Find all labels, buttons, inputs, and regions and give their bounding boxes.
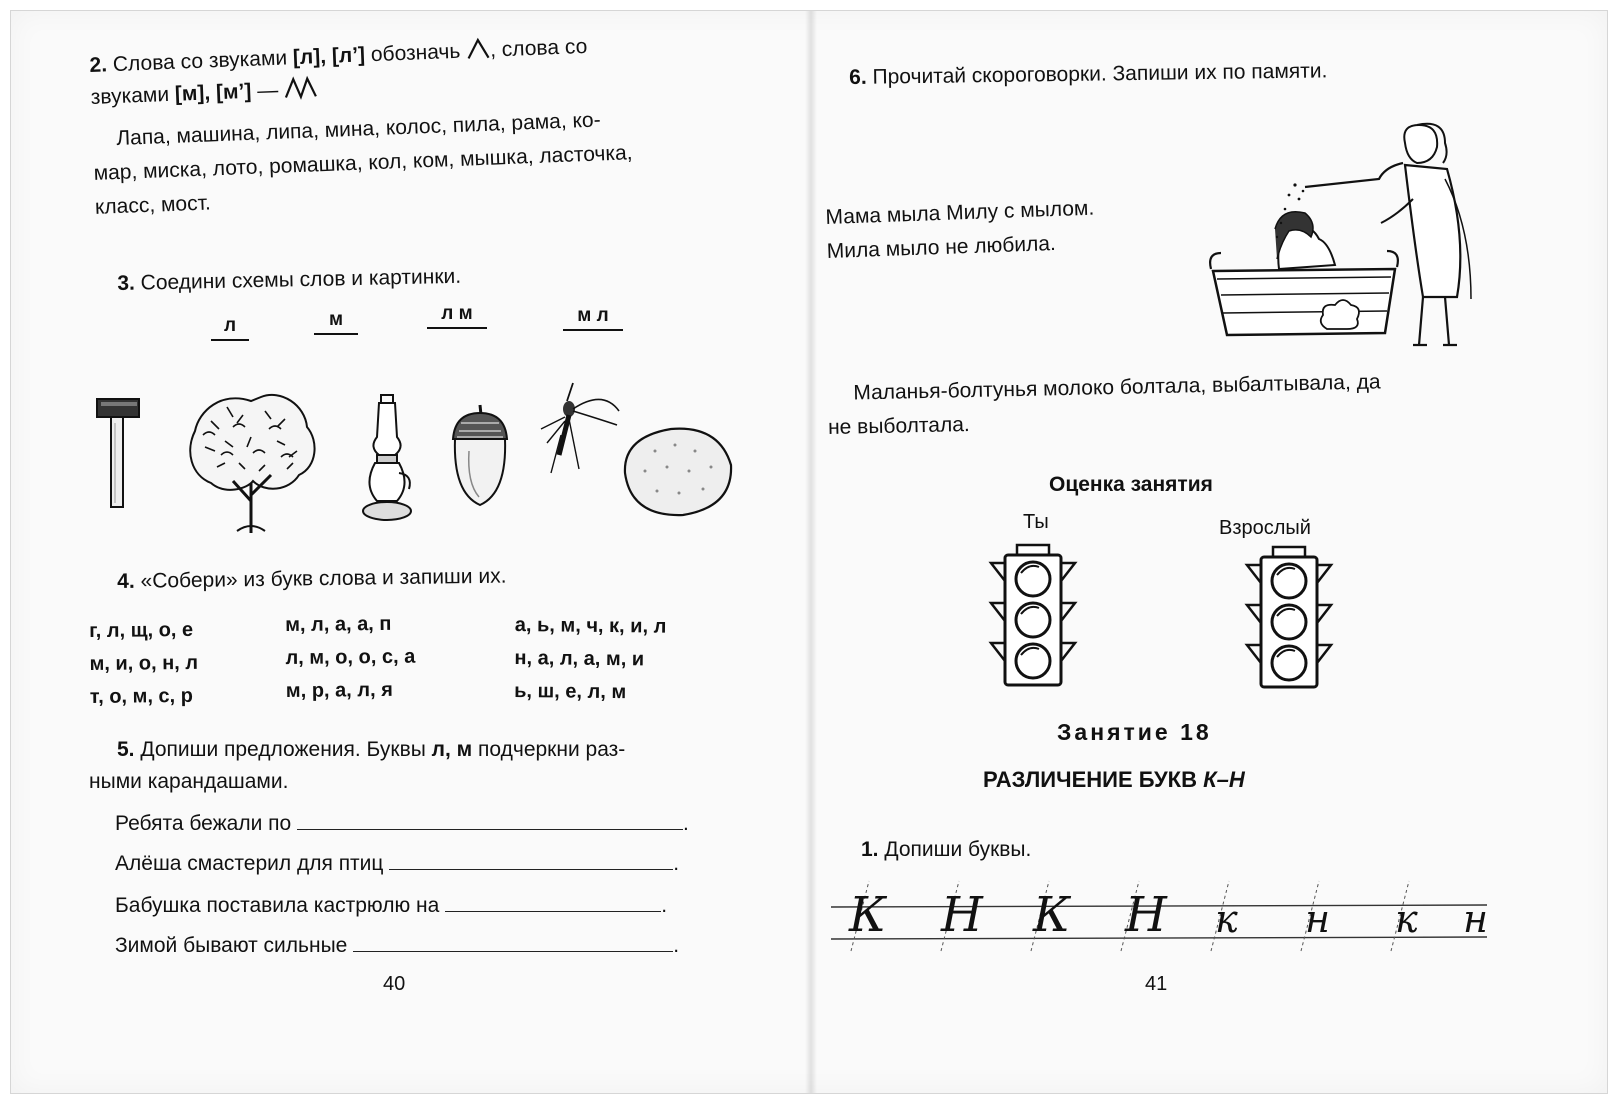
- page-number-left: 40: [383, 973, 406, 995]
- letter-set-column-2: [285, 608, 416, 708]
- script-letter: Н: [941, 887, 983, 943]
- lesson-subtitle: РАЗЛИЧЕНИЕ БУКВ К–Н: [983, 767, 1245, 792]
- script-letter: Н: [1125, 887, 1167, 943]
- script-letter: К: [849, 887, 887, 943]
- letter-set: м, и, о, н, л: [89, 651, 199, 675]
- tongue-twister-1: Мама мыла Милу с мылом. Мила мыло не любила.: [825, 196, 1095, 263]
- sentence-3: Бабушка поставила кастрюлю на .: [115, 894, 668, 917]
- sentence-2: Алёша смастерил для птиц .: [115, 852, 680, 875]
- letter-set: н, а, л, а, м, и: [514, 646, 645, 671]
- script-letter: К: [1033, 887, 1071, 943]
- letter-set-column-3: [514, 609, 667, 710]
- lesson-title: Занятие 18: [1057, 719, 1212, 745]
- mosquito-picture: [539, 379, 621, 475]
- task-5-heading: 5. Допиши предложения. Буквы л, м подчеркни раз- ными карандашами.: [89, 738, 626, 793]
- answer-line[interactable]: [445, 893, 661, 912]
- letter-set: а, ь, м, ч, к, и, л: [514, 613, 667, 638]
- sound-m-notation: [м], [м’]: [174, 79, 252, 106]
- answer-line[interactable]: [353, 933, 673, 952]
- letter-set: г, л, щ, о, е: [89, 618, 194, 642]
- book-spread: [10, 10, 1608, 1094]
- lemon-picture: [615, 421, 737, 521]
- assessment-title: Оценка занятия: [1049, 473, 1213, 496]
- sentence-1: Ребята бежали по .: [115, 812, 689, 835]
- sentence-4: Зимой бывают сильные .: [115, 934, 680, 957]
- lamp-picture: [359, 393, 417, 525]
- letter-set: л, м, о, о, с, а: [285, 645, 416, 669]
- task-3-heading: 3. Соедини схемы слов и картинки.: [117, 264, 462, 295]
- task-6-heading: 6. Прочитай скороговорки. Запиши их по памяти.: [849, 59, 1328, 89]
- task-2-line-2: звуками [м], [м’] —: [90, 57, 771, 113]
- mother-washing-child-picture: [1209, 119, 1477, 351]
- traffic-light-you-icon[interactable]: [987, 543, 1079, 689]
- assessment-label-adult: Взрослый: [1219, 517, 1311, 539]
- letter-set: м, р, а, л, я: [285, 678, 393, 702]
- right-page: [811, 11, 1607, 1093]
- answer-line[interactable]: [389, 851, 673, 870]
- task-4-heading: 4. «Собери» из букв слова и запиши их.: [117, 564, 507, 593]
- script-letter: н: [1463, 897, 1489, 941]
- scheme-lm: л м: [427, 303, 487, 329]
- scheme-m: м: [314, 309, 358, 335]
- task-2: 2. Слова со звуками [л], [л’] обозначь , слова со звуками [м], [м’] — Лапа, машина, липа, мина, колос, пила, рама, ко- мар, миска, лото, ромашка, кол, ком, мышка, ласточка, класс, мост.: [89, 25, 775, 225]
- tongue-twister-2: Маланья-болтунья молоко болтала, выбалтывала, да не выболтала.: [827, 370, 1381, 439]
- script-letter: к: [1215, 897, 1238, 941]
- letter-set: т, о, м, с, р: [89, 684, 194, 708]
- sound-l-notation: [л], [л’]: [292, 43, 366, 70]
- hammer-picture: [91, 395, 147, 511]
- page-number-right: 41: [1145, 973, 1168, 995]
- scheme-l: л: [211, 315, 249, 341]
- left-page: [11, 11, 811, 1093]
- answer-line[interactable]: [297, 811, 683, 830]
- task-2-words: Лапа, машина, липа, мина, колос, пила, рама, ко-: [115, 108, 602, 151]
- acorn-picture: [447, 403, 513, 509]
- letter-set: ь, ш, е, л, м: [514, 679, 627, 704]
- task-2-number: 2.: [89, 53, 108, 77]
- double-arch-symbol-icon: [284, 76, 319, 99]
- letter-set: м, л, а, а, п: [285, 612, 392, 636]
- task-2-line-1: 2. Слова со звуками [л], [л’] обозначь , слова со: [89, 34, 588, 77]
- script-letter: к: [1395, 897, 1418, 941]
- task-1-heading: 1. Допиши буквы.: [861, 838, 1032, 861]
- traffic-light-adult-icon[interactable]: [1243, 545, 1335, 691]
- tree-picture: [181, 371, 325, 539]
- letter-set-column-1: [89, 614, 199, 714]
- script-letters-row: [849, 887, 1489, 957]
- single-arch-symbol-icon: [466, 38, 491, 61]
- scheme-ml: м л: [563, 305, 623, 331]
- assessment-label-you: Ты: [1023, 511, 1049, 533]
- script-letter: н: [1305, 897, 1331, 941]
